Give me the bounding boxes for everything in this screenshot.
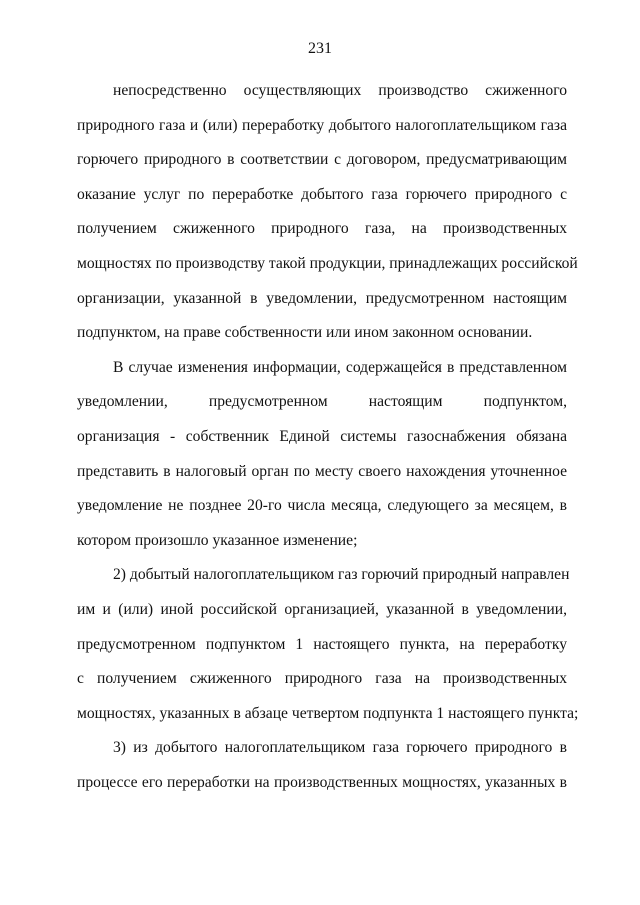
text-line: организация - собственник Единой системы газоснабжения обязана <box>77 427 567 445</box>
text-line: им и (или) иной российской организацией, указанной в уведомлении, <box>77 600 567 618</box>
text-line: непосредственно осуществляющих производство сжиженного <box>113 82 567 99</box>
text-line: уведомление не позднее 20-го числа месяца, следующего за месяцем, в <box>77 497 567 515</box>
text-line: котором произошло указанное изменение; <box>77 531 358 549</box>
text-line: мощностях по производству такой продукции, принадлежащих российской <box>77 254 578 272</box>
text-line: предусмотренном подпунктом 1 настоящего пункта, на переработку <box>77 635 567 653</box>
text-line: представить в налоговый орган по месту своего нахождения уточненное <box>77 462 567 480</box>
text-line: с получением сжиженного природного газа на производственных <box>77 670 567 688</box>
text-line: горючего природного в соответствии с договором, предусматривающим <box>77 151 567 169</box>
text-line: процессе его переработки на производственных мощностях, указанных в <box>77 773 567 791</box>
text-line: 2) добытый налогоплательщиком газ горючий природный направлен <box>113 566 570 584</box>
text-line: организации, указанной в уведомлении, предусмотренном настоящим <box>77 289 567 307</box>
page-number: 231 <box>308 40 332 57</box>
text-line: уведомлении, предусмотренном настоящим подпунктом, <box>77 393 567 411</box>
text-line: мощностях, указанных в абзаце четвертом подпункта 1 настоящего пункта; <box>77 704 579 722</box>
text-line: природного газа и (или) переработку добытого налогоплательщиком газа <box>77 116 567 134</box>
text-line: подпунктом, на праве собственности или ином законном основании. <box>77 324 533 342</box>
text-line: оказание услуг по переработке добытого газа горючего природного с <box>77 185 567 203</box>
document-body <box>77 74 579 800</box>
text-line: 3) из добытого налогоплательщиком газа горючего природного в <box>113 739 567 757</box>
text-line: получением сжиженного природного газа, на производственных <box>77 220 567 238</box>
text-line: В случае изменения информации, содержащейся в представленном <box>113 358 567 376</box>
